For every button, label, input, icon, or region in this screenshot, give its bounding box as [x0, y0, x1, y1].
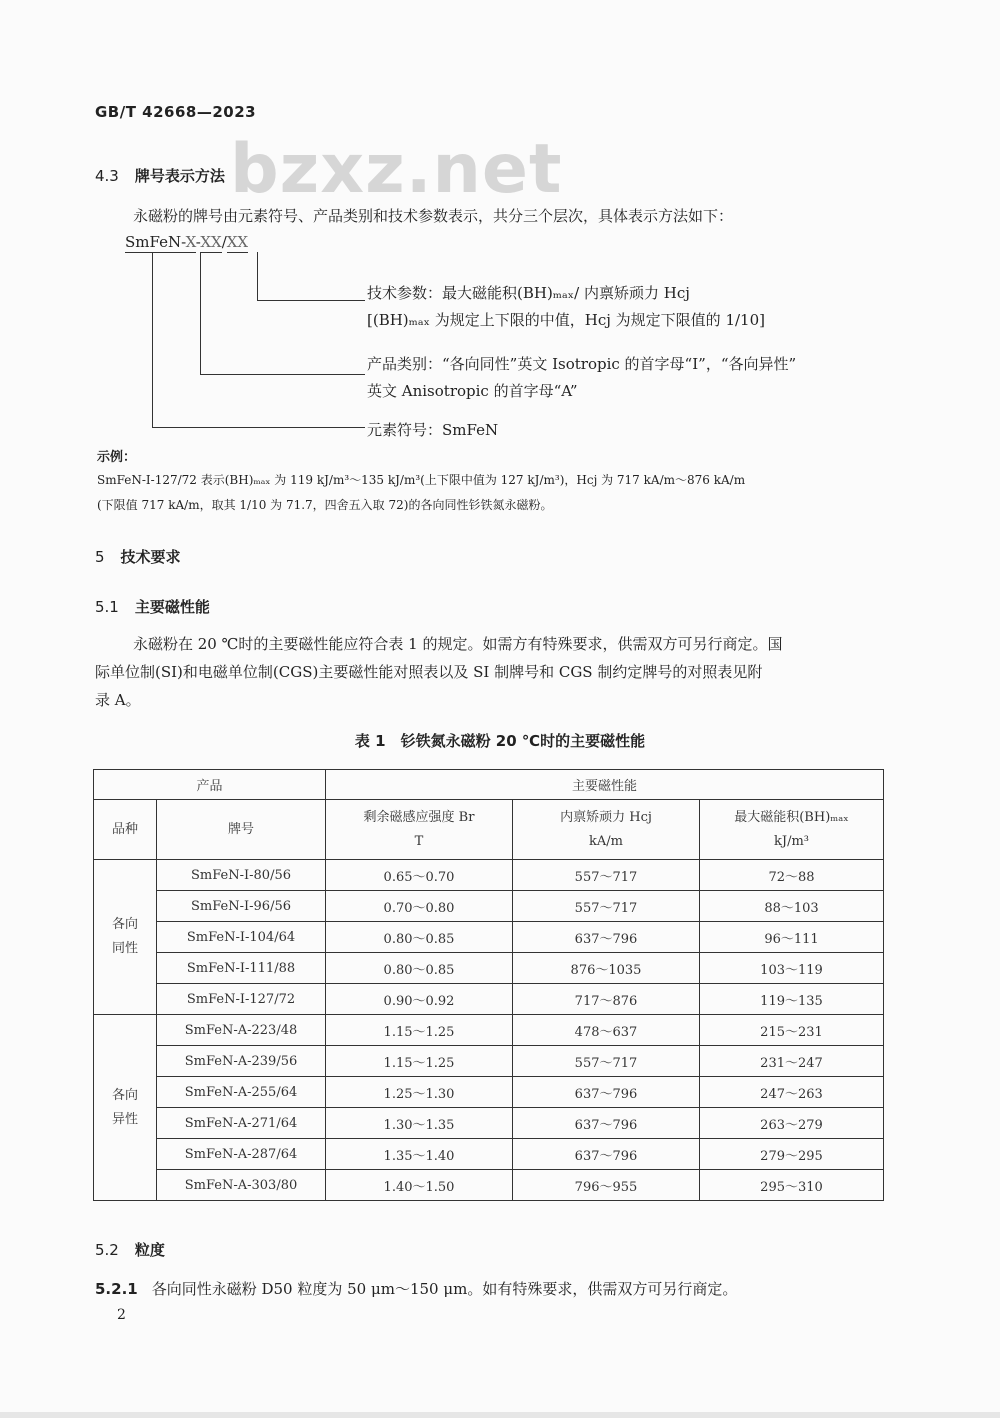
header-br: [326, 800, 513, 860]
example-line-1: SmFeN-I-127/72 表示(BH)ₘₐₓ 为 119 kJ/m³～135 kJ/m³(上下限中值为 127 kJ/m³)，Hcj 为 717 kA/m～876 kA/m: [97, 473, 746, 487]
label-category: 产品类别：“各向同性”英文 Isotropic 的首字母“I”，“各向异性”: [367, 355, 797, 373]
cell-bh: 231～247: [700, 1046, 884, 1077]
header-group-properties: 主要磁性能: [326, 770, 884, 800]
cell-grade: SmFeN-I-127/72: [157, 984, 326, 1015]
cell-grade: SmFeN-A-287/64: [157, 1139, 326, 1170]
header-hcj-label: 内禀矫顽力 Hcj: [560, 809, 652, 825]
cell-grade: SmFeN-A-303/80: [157, 1170, 326, 1201]
cell-grade: SmFeN-A-223/48: [157, 1015, 326, 1046]
cell-grade: SmFeN-A-271/64: [157, 1108, 326, 1139]
leader-line-tech-h: [257, 300, 365, 301]
leader-line-elem-h: [152, 427, 365, 428]
section-title: 牌号表示方法: [134, 167, 225, 185]
cell-grade: SmFeN-I-104/64: [157, 922, 326, 953]
page-bottom-edge: [0, 1412, 1000, 1418]
cell-grade: SmFeN-I-111/88: [157, 953, 326, 984]
cell-hcj: 637～796: [513, 922, 700, 953]
header-type: 品种: [94, 800, 157, 860]
section-number: 4.3: [95, 167, 119, 185]
cell-grade: SmFeN-A-239/56: [157, 1046, 326, 1077]
cell-bh: 72～88: [700, 860, 884, 891]
leader-line-cat-v: [200, 252, 201, 374]
section-number: 5.2: [95, 1241, 119, 1259]
section-number: 5.1: [95, 598, 119, 616]
header-bh-unit: kJ/m³: [773, 833, 809, 849]
cell-hcj: 557～717: [513, 1046, 700, 1077]
category-text: 异性: [111, 1111, 138, 1127]
category-text: 同性: [111, 941, 138, 956]
cell-hcj: 796～955: [513, 1170, 700, 1201]
brand-param2-placeholder: XX: [226, 233, 249, 251]
cell-bh: 279～295: [700, 1139, 884, 1170]
label-category-cont: 英文 Anisotropic 的首字母“A”: [367, 382, 578, 400]
label-tech-params: 技术参数：最大磁能积(BH)ₘₐₓ/ 内禀矫顽力 Hcj: [367, 284, 690, 302]
cell-br: 1.15～1.25: [326, 1046, 513, 1077]
header-hcj: [513, 800, 700, 860]
cell-br: 1.25～1.30: [326, 1077, 513, 1108]
table-1: [93, 769, 884, 1201]
category-text: 各向: [111, 1087, 138, 1103]
cell-bh: 103～119: [700, 953, 884, 984]
cell-br: 1.35～1.40: [326, 1139, 513, 1170]
section-5-heading: [95, 546, 181, 567]
cell-br: 1.30～1.35: [326, 1108, 513, 1139]
watermark: bzxz.net: [230, 130, 563, 209]
label-tech-note: [(BH)ₘₐₓ 为规定上下限的中值，Hcj 为规定下限值的 1/10]: [367, 311, 765, 329]
header-hcj-unit: kA/m: [589, 833, 623, 849]
header-group-product: 产品: [94, 770, 326, 800]
section-5-1-heading: [95, 596, 210, 617]
cell-hcj: 637～796: [513, 1139, 700, 1170]
cell-hcj: 557～717: [513, 860, 700, 891]
header-br-label: 剩余磁感应强度 Br: [363, 809, 475, 825]
table-1-caption: 表 1 钐铁氮永磁粉 20 ℃时的主要磁性能: [354, 732, 646, 750]
section-title: 主要磁性能: [134, 598, 210, 616]
cell-hcj: 557～717: [513, 891, 700, 922]
cell-bh: 88～103: [700, 891, 884, 922]
header-bh-label: 最大磁能积(BH)ₘₐₓ: [734, 809, 849, 825]
cell-bh: 215～231: [700, 1015, 884, 1046]
cell-br: 0.80～0.85: [326, 922, 513, 953]
cell-br: 0.80～0.85: [326, 953, 513, 984]
cell-br: 0.90～0.92: [326, 984, 513, 1015]
cell-grade: SmFeN-A-255/64: [157, 1077, 326, 1108]
category-isotropic: [94, 860, 157, 1015]
section-4-3-intro: 永磁粉的牌号由元素符号、产品类别和技术参数表示，共分三个层次，具体表示方法如下：: [133, 207, 734, 225]
brand-prefix: SmFeN-: [125, 233, 186, 251]
page-number: 2: [117, 1307, 126, 1323]
cell-grade: SmFeN-I-80/56: [157, 860, 326, 891]
cell-bh: 247～263: [700, 1077, 884, 1108]
label-element: 元素符号：SmFeN: [367, 421, 499, 439]
leader-line-cat-h: [200, 374, 365, 375]
cell-hcj: 876～1035: [513, 953, 700, 984]
cell-br: 1.40～1.50: [326, 1170, 513, 1201]
leader-line-tech-v: [257, 252, 258, 300]
header-bh: [700, 800, 884, 860]
section-5-2-heading: [95, 1239, 165, 1260]
section-5-2-1-text: 各向同性永磁粉 D50 粒度为 50 μm～150 μm。如有特殊要求，供需双方可另行商定。: [151, 1280, 738, 1298]
cell-bh: 295～310: [700, 1170, 884, 1201]
section-4-3-heading: [95, 165, 225, 186]
leader-line-elem-v: [152, 252, 153, 427]
section-5-1-para-line-3: 录 A。: [95, 691, 141, 709]
section-title: 粒度: [134, 1241, 165, 1259]
brand-format: [125, 233, 248, 251]
cell-hcj: 478～637: [513, 1015, 700, 1046]
section-number: 5.2.1: [95, 1280, 138, 1298]
example-line-2: (下限值 717 kA/m，取其 1/10 为 71.7，四舍五入取 72)的各向同性钐铁氮永磁粉。: [97, 498, 553, 512]
cell-hcj: 637～796: [513, 1108, 700, 1139]
cell-grade: SmFeN-I-96/56: [157, 891, 326, 922]
cell-hcj: 637～796: [513, 1077, 700, 1108]
cell-bh: 119～135: [700, 984, 884, 1015]
cell-bh: 96～111: [700, 922, 884, 953]
section-5-2-1: [95, 1278, 737, 1299]
category-anisotropic: [94, 1015, 157, 1201]
cell-br: 0.70～0.80: [326, 891, 513, 922]
cell-bh: 263～279: [700, 1108, 884, 1139]
cell-hcj: 717～876: [513, 984, 700, 1015]
standard-number: GB/T 42668—2023: [95, 103, 257, 121]
brand-dash: -: [195, 233, 201, 251]
section-title: 技术要求: [120, 548, 181, 566]
brand-slash: /: [221, 233, 227, 251]
section-number: 5: [95, 548, 105, 566]
section-5-1-para-line-1: 永磁粉在 20 ℃时的主要磁性能应符合表 1 的规定。如需方有特殊要求，供需双方可另行商定。国: [133, 635, 783, 653]
category-text: 各向: [111, 917, 138, 932]
cell-br: 1.15～1.25: [326, 1015, 513, 1046]
cell-br: 0.65～0.70: [326, 860, 513, 891]
header-grade: 牌号: [157, 800, 326, 860]
brand-param1-placeholder: XX: [200, 233, 222, 251]
header-br-unit: T: [414, 833, 424, 849]
example-label: 示例：: [97, 450, 137, 465]
section-5-1-para-line-2: 际单位制(SI)和电磁单位制(CGS)主要磁性能对照表以及 SI 制牌号和 CGS 制约定牌号的对照表见附: [95, 663, 763, 681]
brand-category-placeholder: X: [185, 233, 196, 251]
